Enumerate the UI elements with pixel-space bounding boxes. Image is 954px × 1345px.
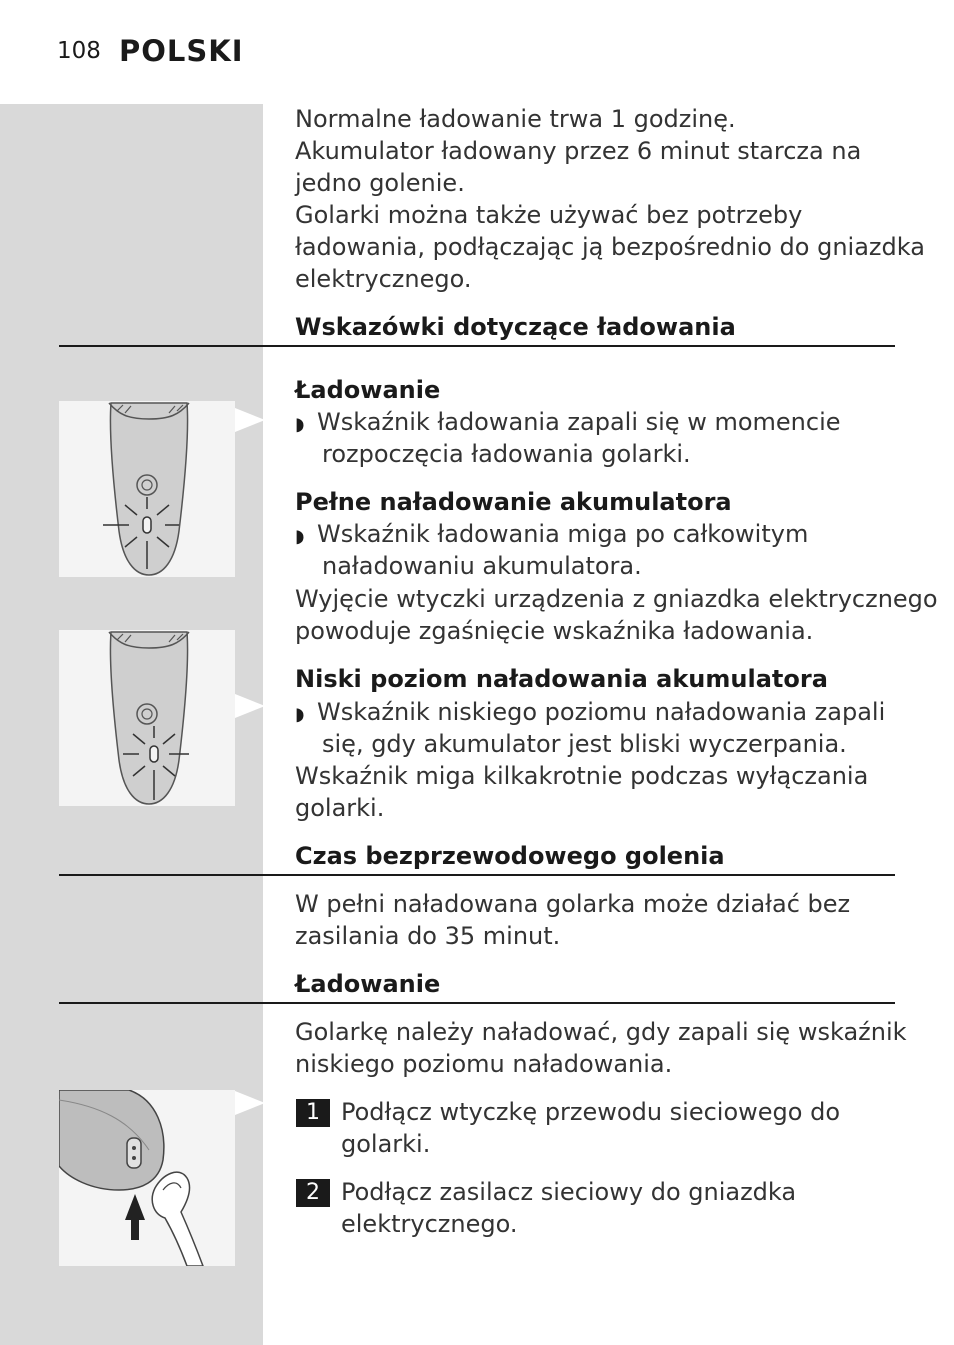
bullet-arrow-icon: ◗ <box>295 704 305 725</box>
step-text: Podłącz zasilacz sieciowy do gniazdka <box>341 1178 797 1206</box>
shaver-charging-illustration <box>59 401 235 577</box>
heading-full-charge: Pełne naładowanie akumulatora <box>295 488 732 516</box>
section-heading-tips: Wskazówki dotyczące ładowania <box>295 313 736 341</box>
callout-pointer <box>235 408 265 432</box>
step-text: golarki. <box>341 1130 431 1158</box>
plug-connection-illustration <box>59 1090 235 1266</box>
intro-line: Normalne ładowanie trwa 1 godzinę. <box>295 105 736 133</box>
section-rule <box>59 345 895 347</box>
bullet-arrow-icon: ◗ <box>295 526 305 547</box>
intro-line: Akumulator ładowany przez 6 minut starcza na <box>295 137 862 165</box>
step-number: 1 <box>296 1099 330 1127</box>
section-heading-charging: Ładowanie <box>295 970 441 998</box>
bullet-continuation: rozpoczęcia ładowania golarki. <box>322 440 691 468</box>
step-number: 2 <box>296 1179 330 1207</box>
note-line: powoduje zgaśnięcie wskaźnika ładowania. <box>295 617 814 645</box>
step-text: Podłącz wtyczkę przewodu sieciowego do <box>341 1098 841 1126</box>
bullet-item <box>295 518 808 553</box>
language-header: POLSKI <box>119 34 244 68</box>
cordless-line: zasilania do 35 minut. <box>295 922 561 950</box>
callout-pointer <box>235 694 265 718</box>
bullet-continuation: naładowaniu akumulatora. <box>322 552 642 580</box>
intro-line: ładowania, podłączając ją bezpośrednio do gniazdka <box>295 233 925 261</box>
section-rule <box>59 874 895 876</box>
section-heading-cordless: Czas bezprzewodowego golenia <box>295 842 725 870</box>
note-line: Wyjęcie wtyczki urządzenia z gniazdka elektrycznego <box>295 585 938 613</box>
charging-line: Golarkę należy naładować, gdy zapali się wskaźnik <box>295 1018 907 1046</box>
bullet-arrow-icon: ◗ <box>295 414 305 435</box>
intro-line: elektrycznego. <box>295 265 472 293</box>
heading-low-charge: Niski poziom naładowania akumulatora <box>295 665 828 693</box>
page-number: 108 <box>57 38 101 64</box>
section-rule <box>59 1002 895 1004</box>
bullet-item <box>295 406 841 441</box>
bullet-continuation: się, gdy akumulator jest bliski wyczerpania. <box>322 730 847 758</box>
intro-line: Golarki można także używać bez potrzeby <box>295 201 803 229</box>
shaver-low-battery-illustration <box>59 630 235 806</box>
bullet-item <box>295 696 885 731</box>
bullet-text: Wskaźnik ładowania zapali się w momencie <box>317 408 841 436</box>
bullet-text: Wskaźnik ładowania miga po całkowitym <box>317 520 809 548</box>
bullet-text: Wskaźnik niskiego poziomu naładowania zapali <box>317 698 886 726</box>
callout-pointer <box>235 1091 265 1115</box>
step-text: elektrycznego. <box>341 1210 518 1238</box>
intro-line: jedno golenie. <box>295 169 465 197</box>
note-line: Wskaźnik miga kilkakrotnie podczas wyłączania <box>295 762 869 790</box>
charging-line: niskiego poziomu naładowania. <box>295 1050 673 1078</box>
note-line: golarki. <box>295 794 385 822</box>
cordless-line: W pełni naładowana golarka może działać bez <box>295 890 851 918</box>
heading-charging: Ładowanie <box>295 376 441 404</box>
